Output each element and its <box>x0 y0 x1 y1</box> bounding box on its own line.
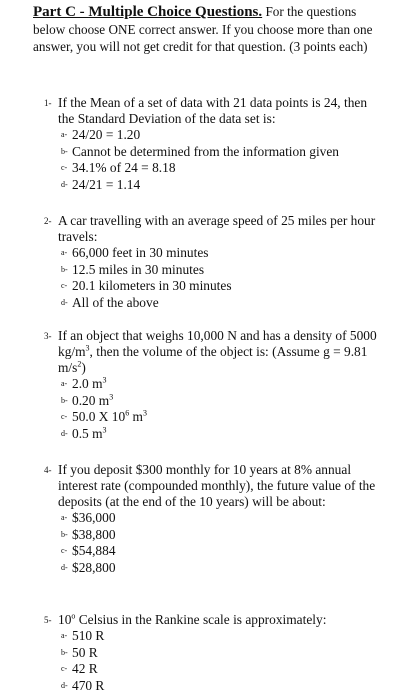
question-text: A car travelling with an average speed of 25 miles per hour travels: <box>58 213 376 244</box>
option-letter: d- <box>61 428 68 438</box>
option-letter: a- <box>61 248 68 257</box>
option-letter: d- <box>61 680 68 690</box>
option-text: 50 R <box>72 644 98 660</box>
option-letter: a- <box>61 513 68 522</box>
option-list <box>44 127 384 193</box>
instructions-text: For the questions below choose ONE correct answer. If you choose more than one answer, you will not get credit for that question. (3 points each) <box>33 4 373 54</box>
question-text: If the Mean of a set of data with 21 data points is 24, then the Standard Deviation of the data set is: <box>58 95 368 126</box>
option-b[interactable] <box>44 645 384 662</box>
question-3 <box>44 328 384 442</box>
question-stem <box>44 213 384 245</box>
question-5 <box>44 612 384 694</box>
question-number: 3- <box>44 331 52 341</box>
option-a[interactable] <box>44 245 384 262</box>
option-letter: b- <box>61 264 68 274</box>
option-text: 2.0 m <box>72 376 103 391</box>
option-a[interactable]: a- 2.0 $m^3$ <box>61 375 107 391</box>
option-text: 66,000 feet in 30 minutes <box>72 245 209 260</box>
question-stem <box>44 328 384 376</box>
section-title: Part C - Multiple Choice Questions. <box>33 4 263 20</box>
question-number: 5- <box>44 615 52 625</box>
option-letter: d- <box>61 179 68 189</box>
option-text: All of the above <box>72 294 159 310</box>
option-letter: a- <box>61 631 68 640</box>
option-letter: c- <box>61 546 68 555</box>
option-text: 50.0 X 10 <box>72 409 126 424</box>
option-letter: a- <box>61 130 68 139</box>
option-c[interactable] <box>44 661 384 678</box>
instructions-paragraph <box>33 3 383 55</box>
option-text: 34.1% of 24 = 8.18 <box>72 160 176 175</box>
option-d[interactable]: d- 0.5 $m^3$ <box>61 425 107 441</box>
question-2 <box>44 213 384 311</box>
question-1 <box>44 95 384 193</box>
option-d[interactable] <box>44 177 384 194</box>
option-text: 24/20 = 1.20 <box>72 127 141 142</box>
question-stem <box>44 612 384 628</box>
option-letter: b- <box>61 647 68 657</box>
option-letter: c- <box>61 281 68 290</box>
option-c[interactable]: c- 50.0 X $10^6$ $m^3$ <box>61 408 147 424</box>
option-d[interactable] <box>44 678 384 695</box>
question-number: 2- <box>44 216 52 226</box>
option-c[interactable] <box>44 160 384 177</box>
option-letter: c- <box>61 412 68 421</box>
option-text: $38,800 <box>72 526 116 542</box>
option-d[interactable] <box>44 560 384 577</box>
option-list <box>44 510 384 576</box>
option-b[interactable]: b- 0.20 $m^3$ <box>61 392 114 408</box>
option-c[interactable] <box>44 543 384 560</box>
option-text: 0.5 m <box>72 425 103 441</box>
question-stem <box>44 462 384 510</box>
question-number: 1- <box>44 98 52 108</box>
question-text: If an object that weighs 10,000 N and has a density of 5000 $kg/m^3$, then the volume of the object is: (Assume g = 9.81 $m/s^2$) <box>58 328 377 375</box>
option-b[interactable] <box>44 144 384 161</box>
option-a[interactable] <box>44 628 384 645</box>
option-letter: c- <box>61 664 68 673</box>
option-b[interactable] <box>44 262 384 279</box>
question-text: 10$^o$ Celsius in the Rankine scale is approximately: <box>58 611 327 627</box>
option-text: $28,800 <box>72 559 116 575</box>
option-letter: d- <box>61 562 68 572</box>
question-4 <box>44 462 384 576</box>
question-text: If you deposit $300 monthly for 10 years at 8% annual interest rate (compounded monthly), the future value of the deposits (at the end of the 10 years) will be about: <box>58 462 376 509</box>
option-letter: a- <box>61 379 68 388</box>
option-text: 0.20 m <box>72 392 110 408</box>
option-text: 42 R <box>72 661 98 676</box>
option-a[interactable] <box>44 127 384 144</box>
option-list <box>44 376 384 442</box>
option-text: 12.5 miles in 30 minutes <box>72 261 205 277</box>
option-letter: c- <box>61 163 68 172</box>
option-list <box>44 628 384 694</box>
option-a[interactable] <box>44 510 384 527</box>
option-c[interactable] <box>44 278 384 295</box>
option-text: 470 R <box>72 677 105 693</box>
option-d[interactable] <box>44 295 384 312</box>
option-text: 20.1 kilometers in 30 minutes <box>72 278 232 293</box>
option-letter: d- <box>61 297 68 307</box>
option-b[interactable] <box>44 527 384 544</box>
option-list <box>44 245 384 311</box>
option-letter: b- <box>61 529 68 539</box>
option-text: Cannot be determined from the information given <box>72 143 339 159</box>
question-stem <box>44 95 384 127</box>
option-text: $54,884 <box>72 543 116 558</box>
option-text: 24/21 = 1.14 <box>72 176 141 192</box>
question-number: 4- <box>44 465 52 475</box>
option-letter: b- <box>61 146 68 156</box>
option-text: 510 R <box>72 628 105 643</box>
option-letter: b- <box>61 395 68 405</box>
option-text: $36,000 <box>72 510 116 525</box>
